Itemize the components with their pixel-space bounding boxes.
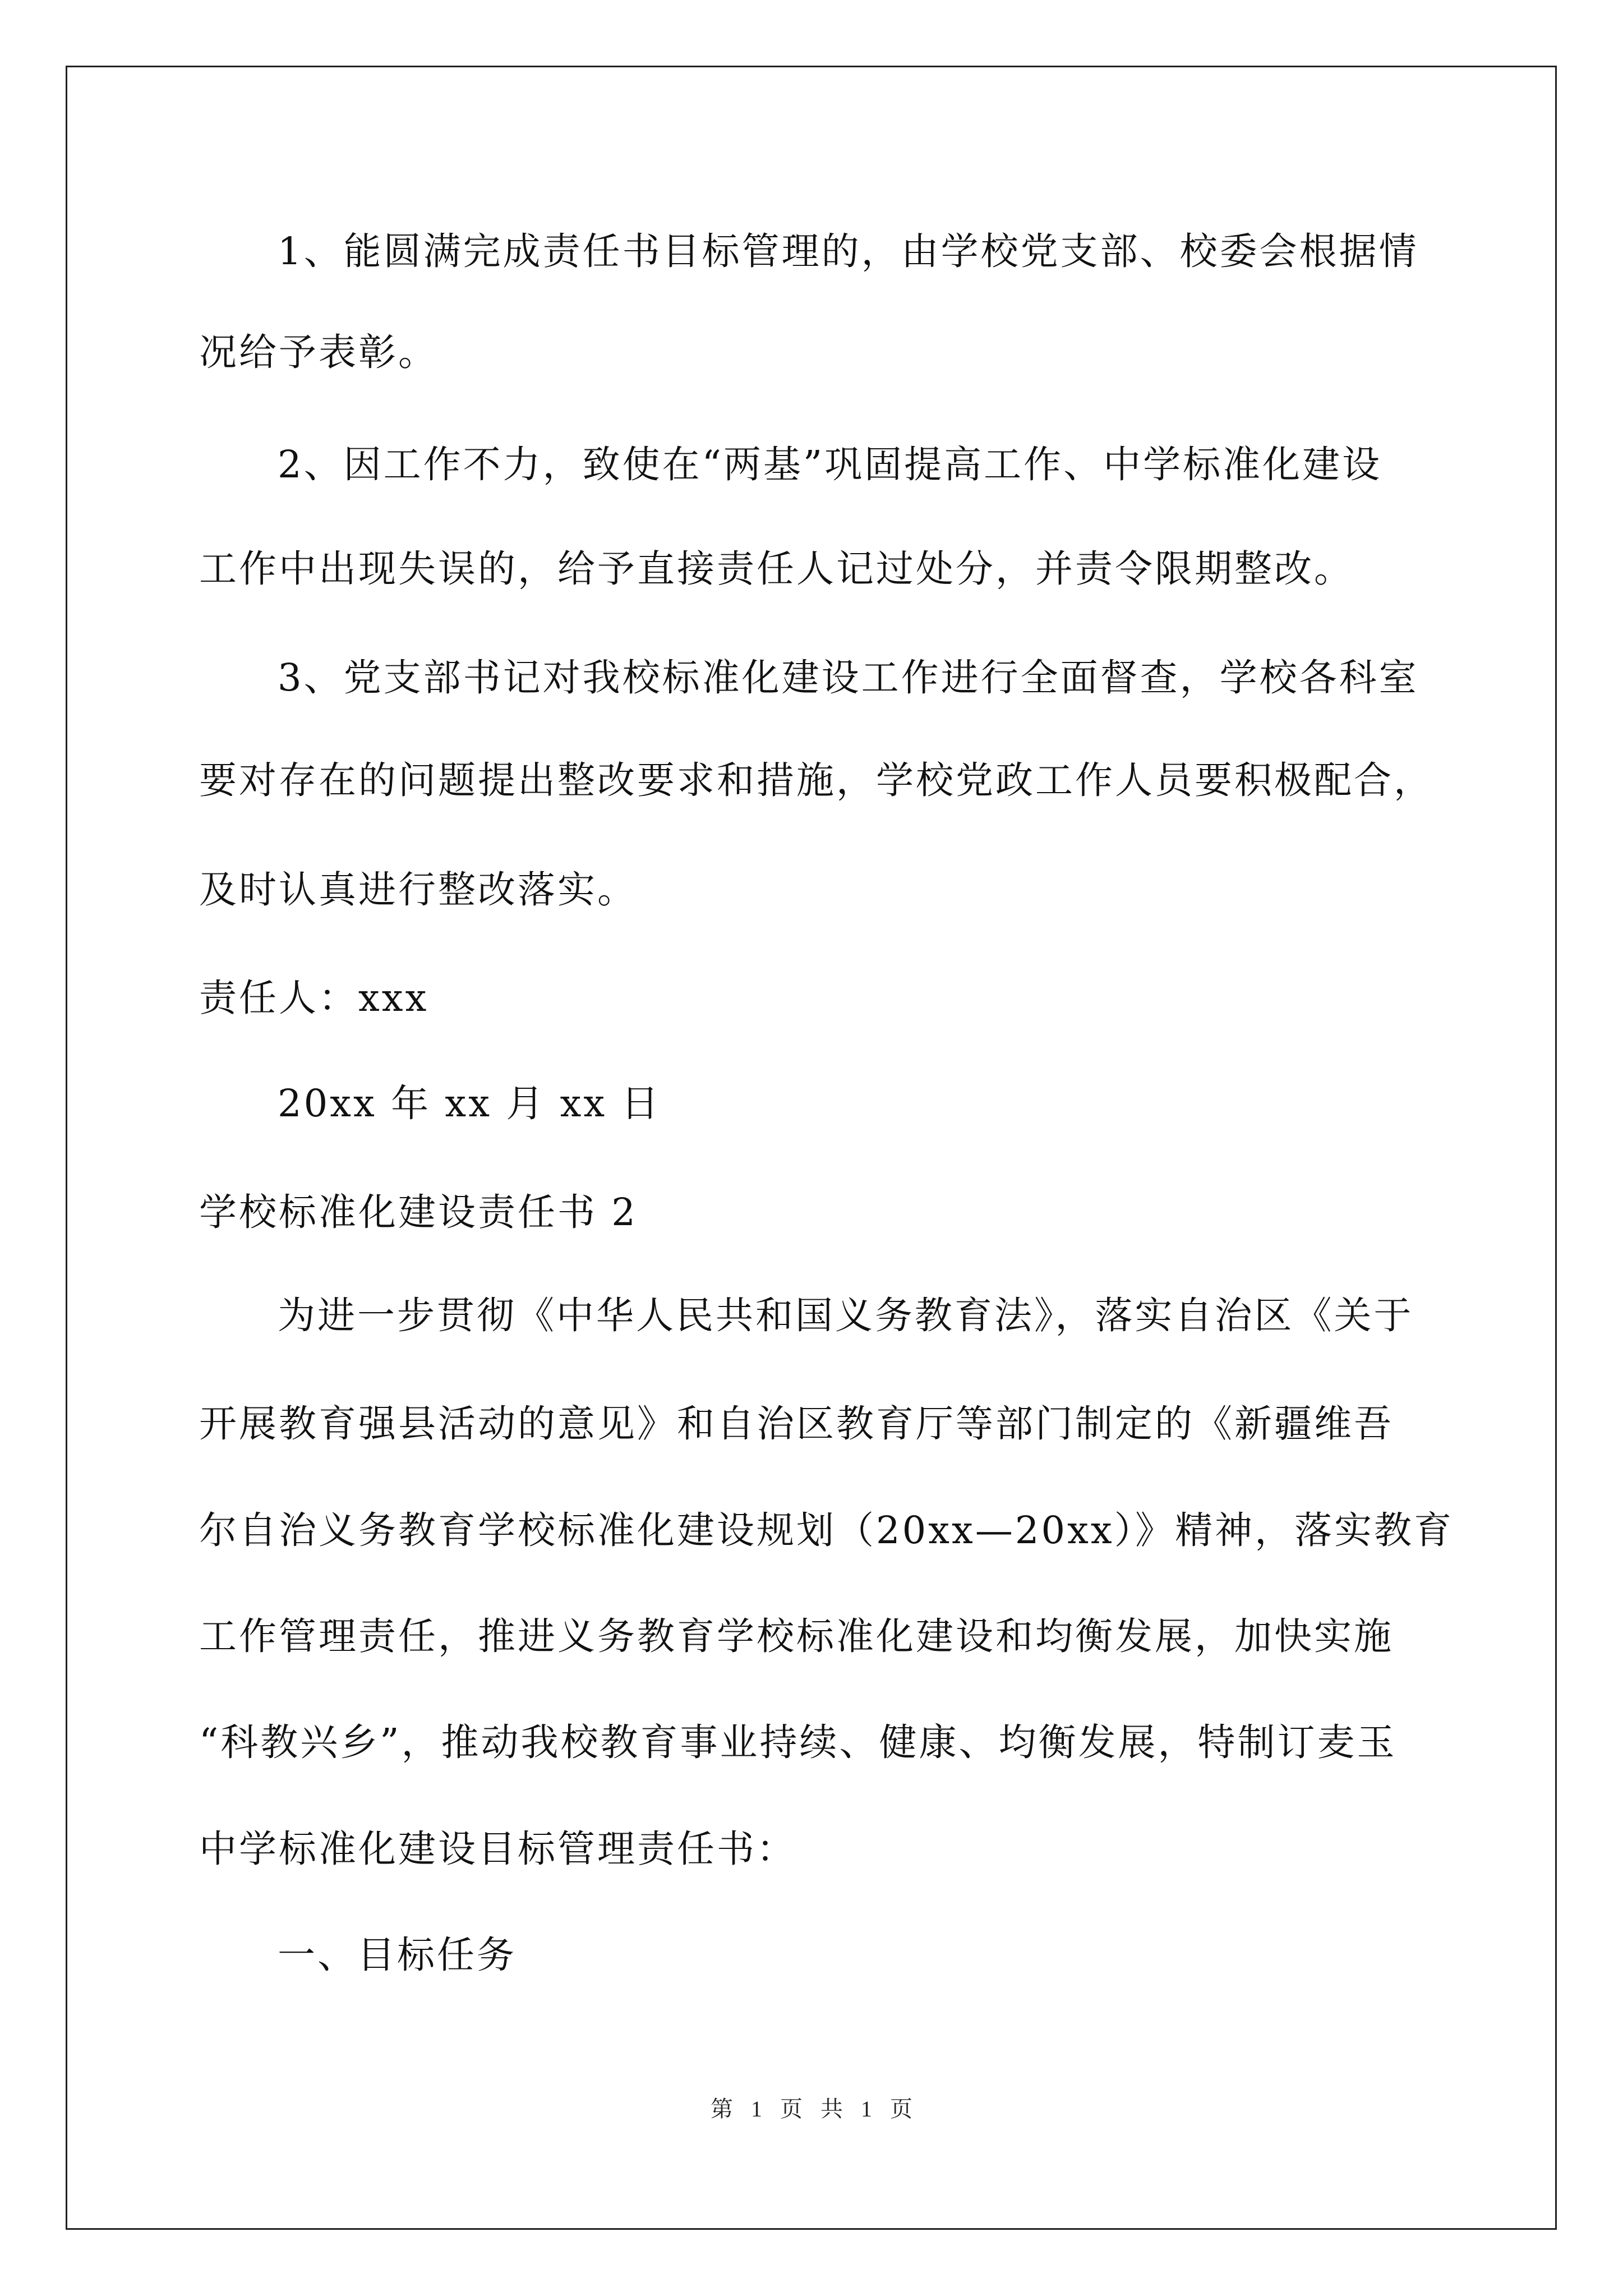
date-line: 20xx 年 xx 月 xx 日 [278,1082,661,1125]
paragraph-line: 况给予表彰。 [199,330,438,374]
page-number-footer: 第 1 页 共 1 页 [711,2096,912,2122]
heading-objectives: 一、目标任务 [278,1933,517,1977]
paragraph-line: 1、能圆满完成责任书目标管理的，由学校党支部、校委会根据情 [278,229,1419,273]
paragraph-line: 要对存在的问题提出整改要求和措施，学校党政工作人员要积极配合， [199,758,1433,802]
paragraph-line: 中学标准化建设目标管理责任书： [199,1827,796,1871]
paragraph-line: 及时认真进行整改落实。 [199,868,637,912]
paragraph-line: 3、党支部书记对我校标准化建设工作进行全面督查，学校各科室 [278,656,1419,700]
paragraph-line: 为进一步贯彻《中华人民共和国义务教育法》，落实自治区《关于 [278,1294,1414,1337]
page-border [66,66,1557,2230]
section-title: 学校标准化建设责任书 2 [199,1190,638,1234]
paragraph-line: 2、因工作不力，致使在“两基”巩固提高工作、中学标准化建设 [278,443,1382,486]
paragraph-line: “科教兴乡”，推动我校教育事业持续、健康、均衡发展，特制订麦玉 [199,1720,1397,1764]
responsible-person: 责任人：xxx [199,976,429,1020]
paragraph-line: 工作中出现失误的，给予直接责任人记过处分，并责令限期整改。 [199,547,1354,591]
paragraph-line: 尔自治义务教育学校标准化建设规划（20xx—20xx）》精神，落实教育 [199,1508,1454,1552]
paragraph-line: 工作管理责任，推进义务教育学校标准化建设和均衡发展，加快实施 [199,1614,1394,1658]
paragraph-line: 开展教育强县活动的意见》和自治区教育厅等部门制定的《新疆维吾 [199,1402,1394,1446]
